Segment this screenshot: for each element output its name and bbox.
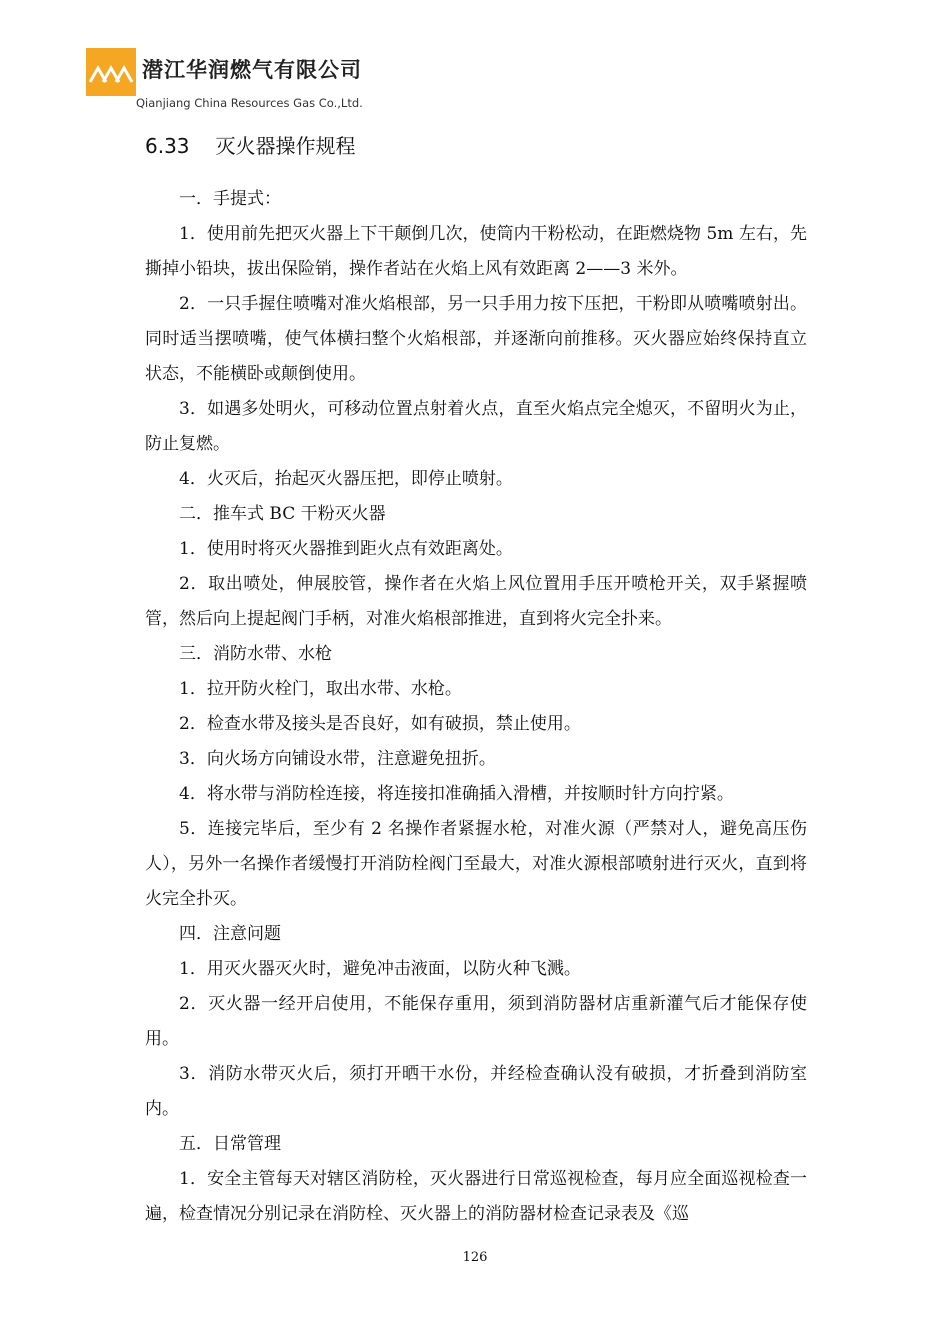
paragraph: 1．用灭火器灭火时，避免冲击液面，以防火种飞溅。	[179, 959, 581, 979]
paragraph: 3．向火场方向铺设水带，注意避免扭折。	[179, 749, 496, 769]
page-number: 126	[462, 1250, 488, 1265]
paragraph: 三．消防水带、水枪	[179, 644, 332, 664]
company-logo-icon	[86, 48, 136, 96]
paragraph: 四．注意问题	[179, 924, 281, 944]
paragraph: 二．推车式 BC 干粉灭火器	[179, 504, 386, 524]
section-number: 6.33	[145, 134, 190, 158]
company-name-cn: 潜江华润燃气有限公司	[142, 58, 362, 82]
paragraph: 4．火灭后，抬起灭火器压把，即停止喷射。	[179, 469, 513, 489]
paragraph: 2．灭火器一经开启使用，不能保存重用，须到消防器材店重新灌气后才能保存使用。	[145, 994, 807, 1049]
paragraph: 1．拉开防火栓门，取出水带、水枪。	[179, 679, 462, 699]
document-header	[86, 46, 406, 116]
paragraph: 1．使用前先把灭火器上下干颠倒几次，使筒内干粉松动，在距燃烧物 5m 左右，先撕掉小铅块，拔出保险销，操作者站在火焰上风有效距离 2——3 米外。	[145, 224, 807, 279]
document-body	[145, 182, 807, 1232]
company-name-en: Qianjiang China Resources Gas Co.,Ltd.	[136, 96, 363, 110]
section-title	[145, 130, 356, 159]
paragraph: 2．检查水带及接头是否良好，如有破损，禁止使用。	[179, 714, 581, 734]
paragraph: 2．一只手握住喷嘴对准火焰根部，另一只手用力按下压把，干粉即从喷嘴喷射出。同时适当摆喷嘴，使气体横扫整个火焰根部，并逐渐向前推移。灭火器应始终保持直立状态，不能横卧或颠倒使用。	[145, 294, 807, 384]
paragraph: 1．使用时将灭火器推到距火点有效距离处。	[179, 539, 513, 559]
paragraph: 2．取出喷处，伸展胶管，操作者在火焰上风位置用手压开喷枪开关，双手紧握喷管，然后向上提起阀门手柄，对准火焰根部推进，直到将火完全扑来。	[145, 574, 807, 629]
section-title-text: 灭火器操作规程	[215, 134, 356, 158]
paragraph: 5．连接完毕后，至少有 2 名操作者紧握水枪，对准火源（严禁对人，避免高压伤人），另外一名操作者缓慢打开消防栓阀门至最大，对准火源根部喷射进行灭火，直到将火完全扑灭。	[145, 819, 807, 909]
paragraph: 3．消防水带灭火后，须打开晒干水份，并经检查确认没有破损，才折叠到消防室内。	[145, 1064, 807, 1119]
paragraph: 五．日常管理	[179, 1134, 281, 1154]
paragraph: 一．手提式：	[179, 189, 281, 209]
paragraph: 1．安全主管每天对辖区消防栓，灭火器进行日常巡视检查，每月应全面巡视检查一遍，检查情况分别记录在消防栓、灭火器上的消防器材检查记录表及《巡	[145, 1169, 807, 1224]
paragraph: 3．如遇多处明火，可移动位置点射着火点，直至火焰点完全熄灭，不留明火为止，防止复燃。	[145, 399, 807, 454]
paragraph: 4．将水带与消防栓连接，将连接扣准确插入滑槽，并按顺时针方向拧紧。	[179, 784, 734, 804]
